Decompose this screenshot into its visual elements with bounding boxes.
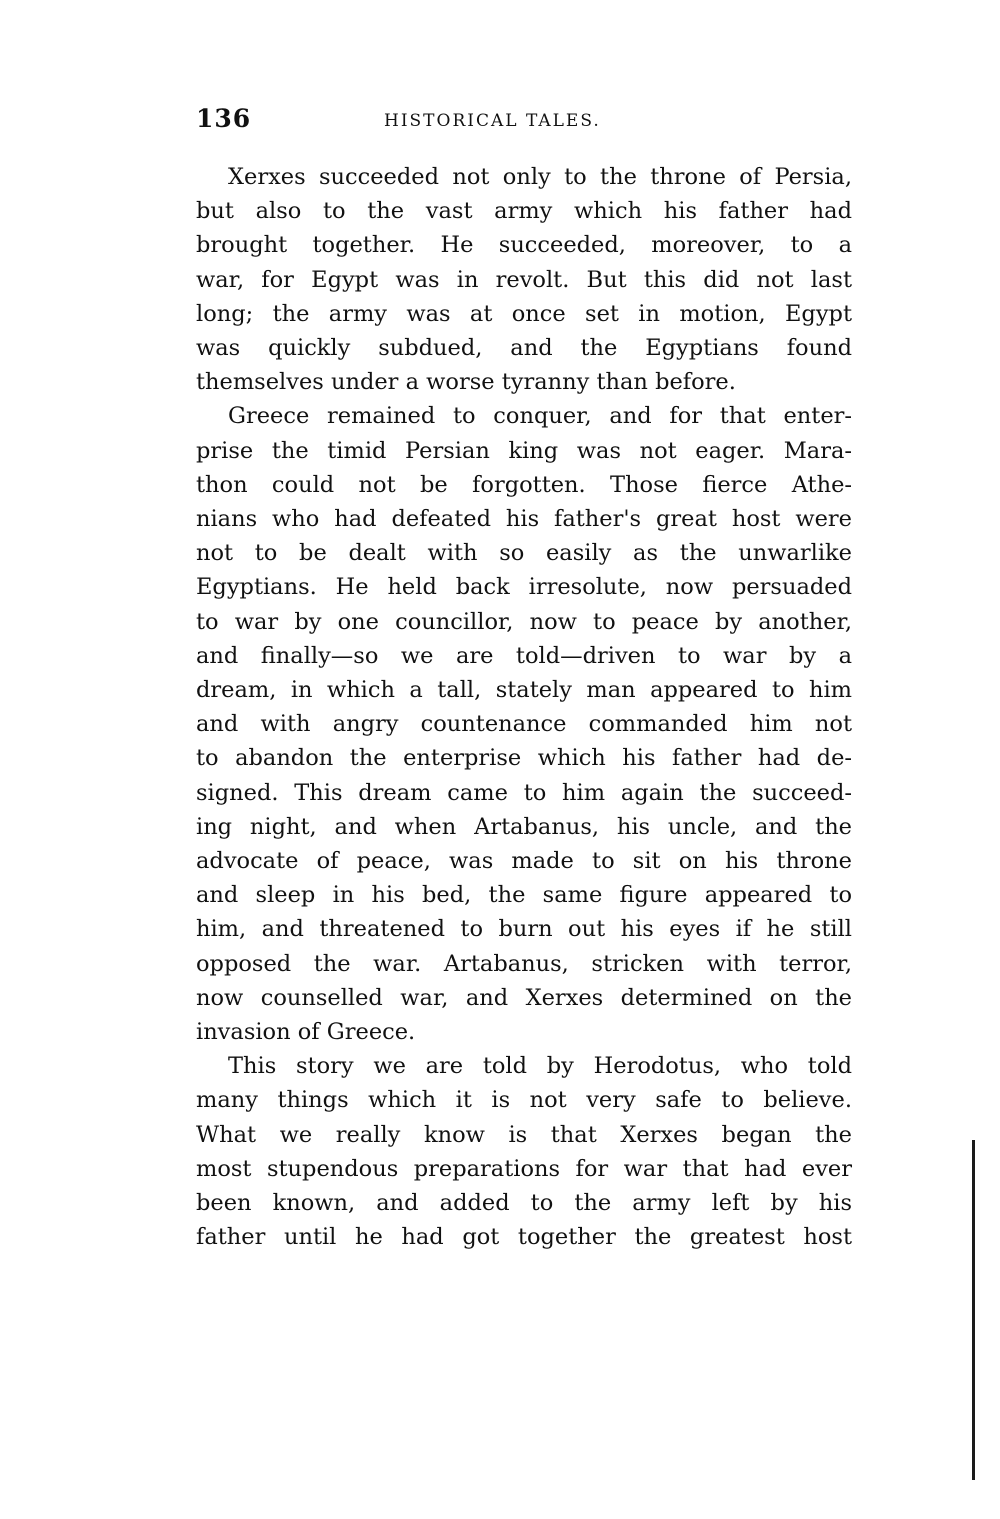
- text-line: father until he had got together the greatest host: [196, 1224, 852, 1251]
- text-line: thon could not be forgotten. Those fierce Athe-: [196, 471, 852, 498]
- text-line: nians who had defeated his father's great host were: [196, 506, 852, 533]
- text-line: invasion of Greece.: [196, 1019, 416, 1046]
- text-line: now counselled war, and Xerxes determined on the: [196, 984, 852, 1011]
- text-line: many things which it is not very safe to believe.: [196, 1087, 852, 1114]
- text-line: signed. This dream came to him again the succeed-: [196, 779, 852, 806]
- scan-edge-mark: [972, 1140, 975, 1480]
- paragraph-3: [196, 1049, 852, 1254]
- text-line: and sleep in his bed, the same figure appeared to: [196, 882, 852, 909]
- text-line: him, and threatened to burn out his eyes if he still: [196, 916, 852, 943]
- text-line: and with angry countenance commanded him not: [196, 711, 852, 738]
- text-line: most stupendous preparations for war that had ever: [196, 1155, 852, 1182]
- text-line: was quickly subdued, and the Egyptians found: [196, 335, 852, 362]
- text-line: ing night, and when Artabanus, his uncle, and the: [196, 813, 852, 840]
- paragraph-2: [196, 399, 852, 1049]
- text-line: war, for Egypt was in revolt. But this did not last: [196, 266, 852, 293]
- text-line: to war by one councillor, now to peace by another,: [196, 608, 852, 635]
- text-line: to abandon the enterprise which his father had de-: [196, 745, 852, 772]
- text-line: themselves under a worse tyranny than before.: [196, 369, 736, 396]
- text-line: This story we are told by Herodotus, who told: [228, 1053, 852, 1080]
- text-line: been known, and added to the army left by his: [196, 1190, 852, 1217]
- text-line: advocate of peace, was made to sit on his throne: [196, 848, 852, 875]
- text-line: Egyptians. He held back irresolute, now persuaded: [196, 574, 852, 601]
- text-line: not to be dealt with so easily as the unwarlike: [196, 540, 852, 567]
- running-head: HISTORICAL TALES.: [384, 111, 601, 131]
- text-line: brought together. He succeeded, moreover, to a: [196, 232, 852, 259]
- text-line: Greece remained to conquer, and for that enter-: [228, 403, 852, 430]
- text-line: prise the timid Persian king was not eager. Mara-: [196, 437, 852, 464]
- paragraph-1: [196, 160, 852, 399]
- page-number: 136: [196, 104, 252, 133]
- text-line: and finally—so we are told—driven to war by a: [196, 642, 852, 669]
- text-line: Xerxes succeeded not only to the throne of Persia,: [228, 164, 852, 190]
- body-text: [196, 160, 852, 1255]
- text-line: but also to the vast army which his father had: [196, 198, 852, 225]
- text-line: long; the army was at once set in motion, Egypt: [196, 300, 852, 327]
- text-line: What we really know is that Xerxes began the: [196, 1121, 852, 1148]
- text-line: opposed the war. Artabanus, stricken with terror,: [196, 950, 852, 977]
- text-line: dream, in which a tall, stately man appeared to him: [196, 677, 852, 704]
